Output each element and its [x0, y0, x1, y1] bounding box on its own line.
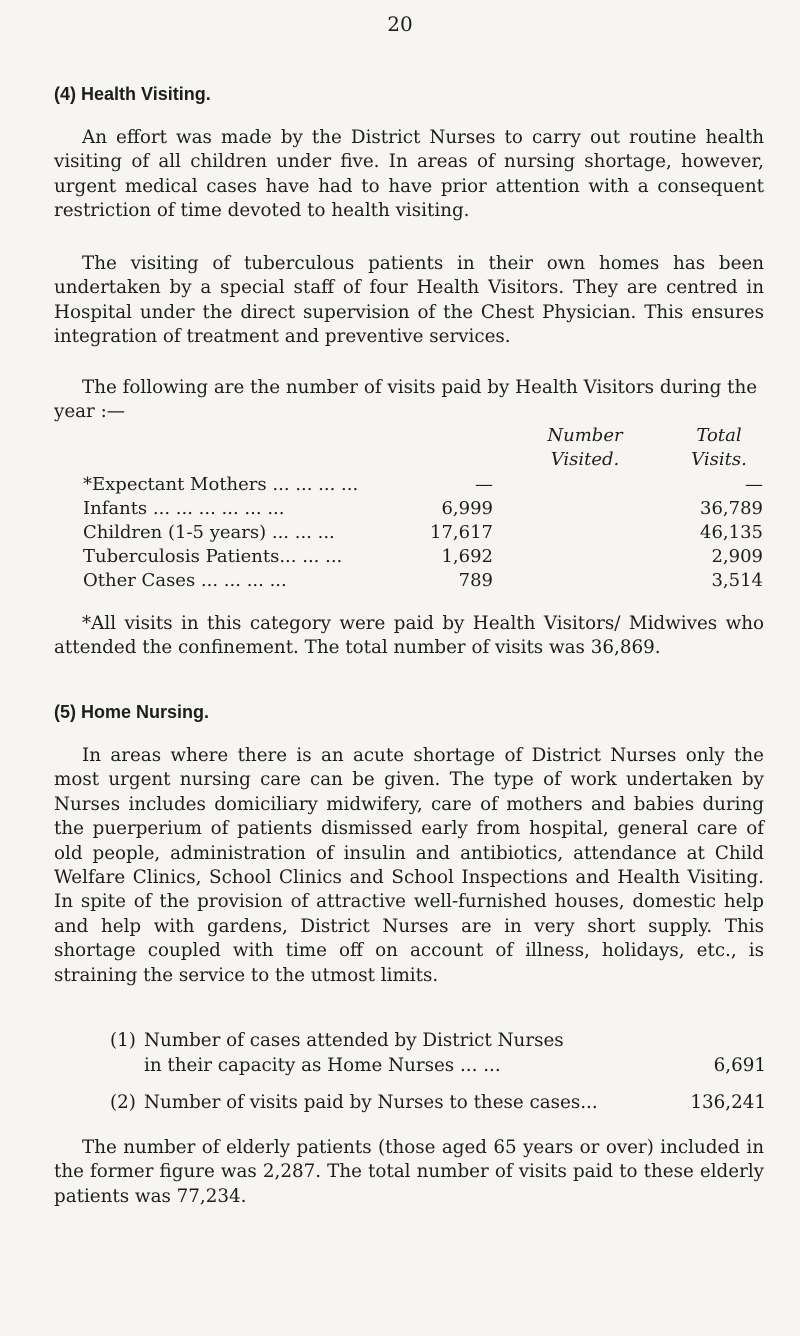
row-label: Tuberculosis Patients... ... ...	[83, 546, 343, 567]
column-header-number	[530, 424, 640, 472]
section-5-paragraph-2: The number of elderly patients (those aged 65 years or over) included in the former figure was 2,287. The total number of visits paid to these elderly patients was 77,234.	[54, 1137, 764, 1207]
row-total-visits: 46,135	[700, 522, 763, 543]
row-number-visited: 17,617	[430, 522, 493, 543]
column-header-number-line-1: Number	[547, 425, 623, 446]
table-row	[83, 498, 763, 522]
row-total-visits: 2,909	[711, 546, 763, 567]
row-total-visits: 36,789	[700, 498, 763, 519]
row-number-visited: —	[475, 474, 493, 495]
section-4-heading: (4) Health Visiting.	[54, 84, 211, 104]
column-header-total	[664, 424, 774, 472]
list-item-text	[144, 1028, 764, 1078]
column-header-total-line-2: Visits.	[691, 449, 747, 470]
list-item	[110, 1028, 766, 1078]
table-row	[83, 474, 763, 498]
list-item-text-line-1: Number of cases attended by District Nurses	[144, 1030, 564, 1051]
row-number-visited: 1,692	[441, 546, 493, 567]
list-item-text	[144, 1090, 764, 1115]
list-item-text-line-1: Number of visits paid by Nurses to these cases...	[144, 1092, 598, 1113]
row-label: Other Cases ... ... ... ...	[83, 570, 287, 591]
section-5-heading: (5) Home Nursing.	[54, 702, 210, 722]
table-intro: The following are the number of visits paid by Health Visitors during the year :—	[54, 377, 758, 422]
list-item-value: 6,691	[713, 1055, 766, 1076]
row-number-visited: 789	[458, 570, 493, 591]
section-4-paragraph-1: An effort was made by the District Nurses to carry out routine health visiting of all children under five. In areas of nursing shortage, however, urgent medical cases have had to have prior attention with a consequent restriction of time devoted to health visiting.	[54, 127, 764, 222]
table-row	[83, 522, 763, 546]
table-row	[83, 570, 763, 594]
list-item-text-line-2: in their capacity as Home Nurses ... ...	[144, 1055, 501, 1076]
list-item	[110, 1090, 766, 1115]
row-label: *Expectant Mothers ... ... ... ...	[83, 474, 359, 495]
row-number-visited: 6,999	[441, 498, 493, 519]
row-total-visits: 3,514	[711, 570, 763, 591]
row-total-visits: —	[745, 474, 763, 495]
row-label: Children (1-5 years) ... ... ...	[83, 522, 335, 543]
list-item-number: (2)	[110, 1092, 136, 1113]
table-row	[83, 546, 763, 570]
table-footnote: *All visits in this category were paid by Health Visitors/ Midwives who attended the confinement. The total number of visits was 36,869.	[54, 613, 764, 659]
page-number: 20	[387, 12, 413, 36]
list-item-value: 136,241	[690, 1092, 766, 1113]
column-header-total-line-1: Total	[696, 425, 742, 446]
column-header-number-line-2: Visited.	[550, 449, 620, 470]
section-5-paragraph-1: In areas where there is an acute shortage of District Nurses only the most urgent nursing care can be given. The type of work undertaken by Nurses includes domiciliary midwifery, care of mothers and babies during the puerperium of patients dismissed early from hospital, general care of old people, administration of insulin and antibiotics, attendance at Child Welfare Clinics, School Clinics and School Inspections and Health Visiting. In spite of the provision of attractive well-furnished houses, domestic help and help with gardens, District Nurses are in very short supply. This shortage coupled with time off on account of illness, holidays, etc., is straining the service to the utmost limits.	[54, 745, 764, 986]
row-label: Infants ... ... ... ... ... ...	[83, 498, 285, 519]
section-4-paragraph-2: The visiting of tuberculous patients in their own homes has been undertaken by a special staff of four Health Visitors. They are centred in Hospital under the direct supervision of the Chest Physician. This ensures integration of treatment and preventive services.	[54, 253, 764, 348]
list-item-number: (1)	[110, 1030, 136, 1051]
